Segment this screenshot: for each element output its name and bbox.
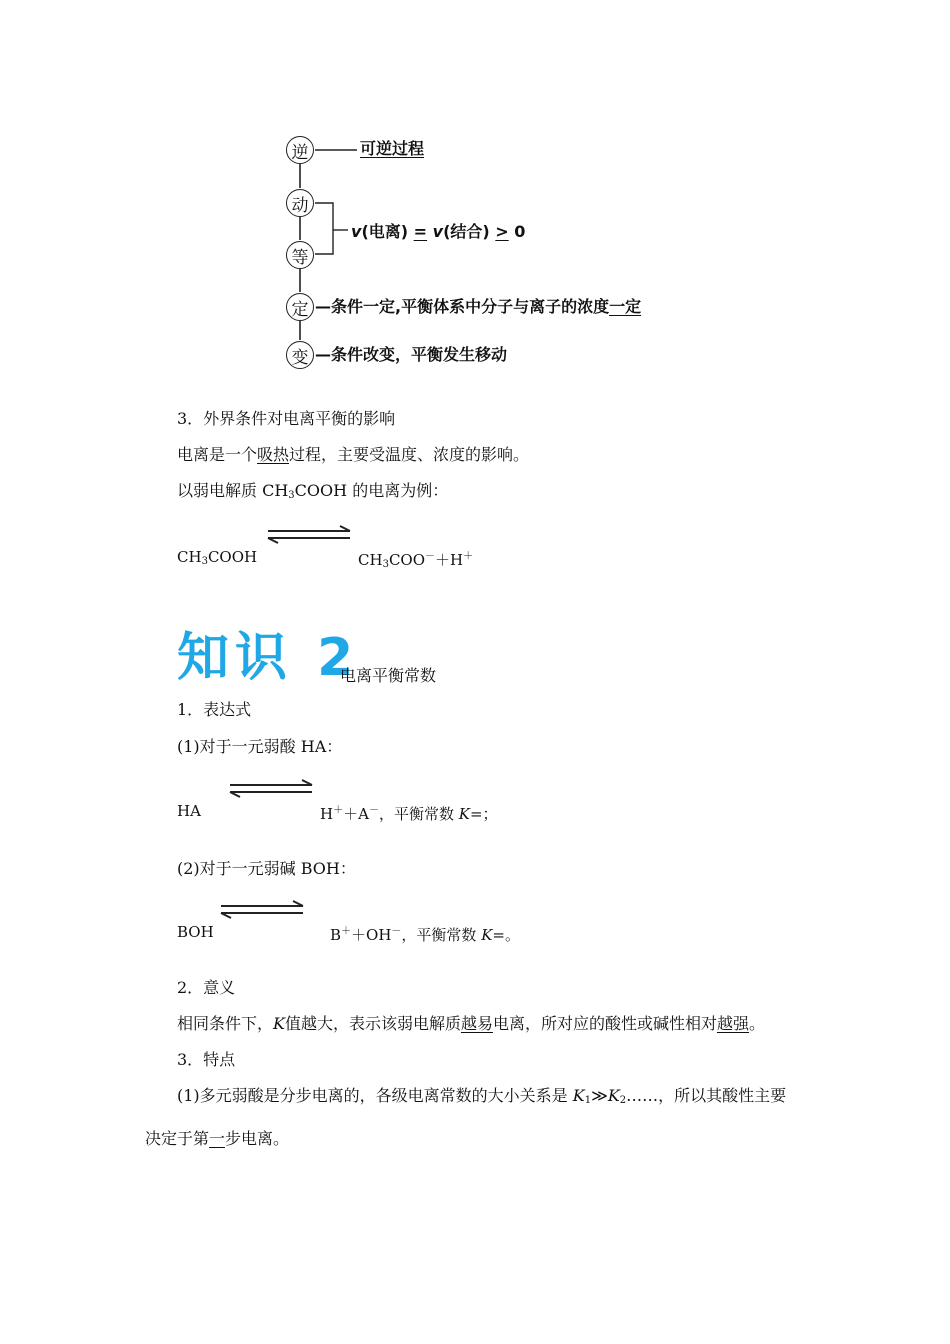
eq-boh-right: B＋＋OH－，平衡常数 K=。 bbox=[330, 926, 520, 944]
desc-bian: —条件改变，平衡发生移动 bbox=[315, 345, 508, 364]
equilibrium-arrow-ha bbox=[226, 778, 316, 800]
knowledge-2-title: 知识 2 bbox=[177, 628, 360, 688]
node-ni: 逆 bbox=[286, 136, 314, 164]
k2-heading-2: 2．意义 bbox=[177, 978, 236, 997]
k2-p2: (2)对于一元弱碱 BOH： bbox=[177, 859, 356, 878]
k2-meaning: 相同条件下，K值越大，表示该弱电解质越易电离，所对应的酸性或碱性相对越强。 bbox=[177, 1014, 766, 1033]
eq-boh-left: BOH bbox=[177, 923, 214, 941]
k2-p1: (1)对于一元弱酸 HA： bbox=[177, 737, 343, 756]
node-deng: 等 bbox=[286, 241, 314, 269]
k2-feature-line1: (1)多元弱酸是分步电离的，各级电离常数的大小关系是 $K_1≫K_2\dots\dots$，所以其酸性主要 bbox=[177, 1086, 787, 1106]
equilibrium-arrow bbox=[264, 524, 354, 546]
knowledge-2-subtitle: 电离平衡常数 bbox=[340, 666, 437, 685]
desc-dong-deng: v(电离) = v(结合) > 0 bbox=[351, 222, 526, 241]
diagram-lines bbox=[0, 0, 950, 400]
section3-line1: 电离是一个吸热过程，主要受温度、浓度的影响。 bbox=[177, 445, 530, 464]
node-bian: 变 bbox=[286, 341, 314, 369]
k2-heading-3: 3．特点 bbox=[177, 1050, 236, 1069]
desc-ni: 可逆过程 bbox=[360, 139, 425, 158]
eq-ha-right: H＋＋A－，平衡常数 K=； bbox=[320, 805, 498, 823]
eq-ch3cooh-left: $CH_3COOH$ bbox=[177, 548, 258, 567]
section3-line2: 以弱电解质 $CH_3COOH$ 的电离为例： bbox=[177, 481, 449, 501]
desc-ding: —条件一定,平衡体系中分子与离子的浓度一定 bbox=[315, 297, 642, 316]
eq-ch3cooh-right: $CH_3COO^-+H^+$ bbox=[358, 551, 474, 570]
k2-heading-1: 1．表达式 bbox=[177, 700, 252, 719]
eq-ha-left: HA bbox=[177, 802, 201, 820]
section3-heading: 3．外界条件对电离平衡的影响 bbox=[177, 409, 396, 428]
node-dong: 动 bbox=[286, 189, 314, 217]
equilibrium-arrow-boh bbox=[217, 899, 307, 921]
node-ding: 定 bbox=[286, 293, 314, 321]
k2-feature-line2: 决定于第一步电离。 bbox=[145, 1129, 290, 1148]
